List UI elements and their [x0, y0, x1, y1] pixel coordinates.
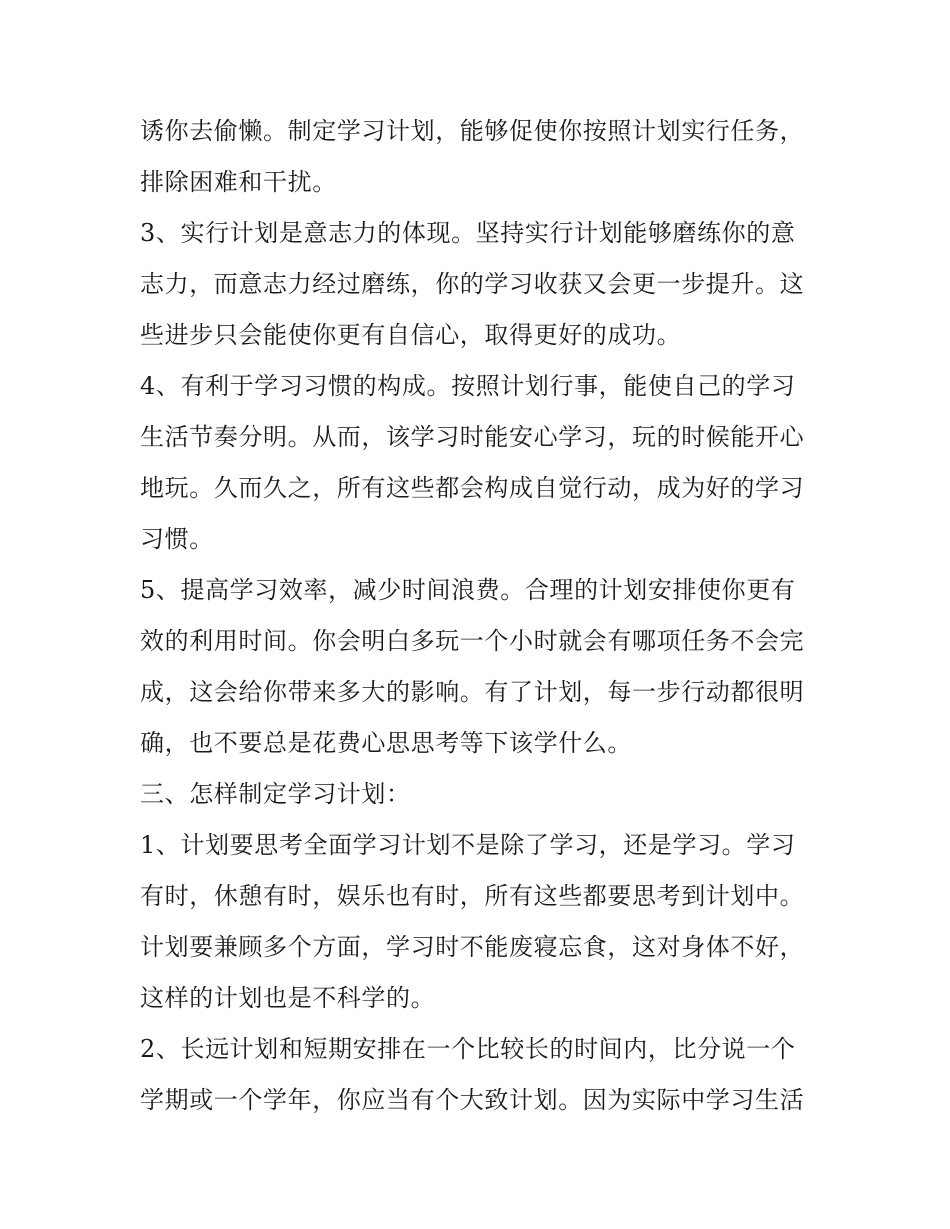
text-line: 志力，而意志力经过磨练，你的学习收获又会更一步提升。这 [140, 270, 805, 298]
text-line: 排除困难和干扰。 [140, 168, 337, 196]
text-line: 这样的计划也是不科学的。 [140, 984, 436, 1012]
text-line: 计划要兼顾多个方面，学习时不能废寝忘食，这对身体不好， [140, 933, 805, 961]
text-line: 成，这会给你带来多大的影响。有了计划，每一步行动都很明 [140, 678, 805, 706]
text-line: 确，也不要总是花费心思思考等下该学什么。 [140, 729, 632, 757]
text-line: 效的利用时间。你会明白多玩一个小时就会有哪项任务不会完 [140, 627, 805, 655]
text-line: 学期或一个学年，你应当有个大致计划。因为实际中学习生活 [140, 1086, 805, 1114]
text-line: 4、有利于学习习惯的构成。按照计划行事，能使自己的学习 [140, 372, 796, 400]
text-line: 有时，休憩有时，娱乐也有时，所有这些都要思考到计划中。 [140, 882, 805, 910]
text-line: 生活节奏分明。从而，该学习时能安心学习，玩的时候能开心 [140, 423, 805, 451]
text-line: 诱你去偷懒。制定学习计划，能够促使你按照计划实行任务， [140, 117, 805, 145]
text-line: 5、提高学习效率，减少时间浪费。合理的计划安排使你更有 [140, 576, 796, 604]
text-line: 习惯。 [140, 525, 214, 553]
text-line: 2、长远计划和短期安排在一个比较长的时间内，比分说一个 [140, 1035, 796, 1063]
text-line: 3、实行计划是意志力的体现。坚持实行计划能够磨练你的意 [140, 219, 796, 247]
section-heading: 三、怎样制定学习计划： [140, 780, 411, 808]
document-body [140, 106, 820, 1126]
text-line: 地玩。久而久之，所有这些都会构成自觉行动，成为好的学习 [140, 474, 805, 502]
text-line: 1、计划要思考全面学习计划不是除了学习，还是学习。学习 [140, 831, 796, 859]
text-line: 些进步只会能使你更有自信心，取得更好的成功。 [140, 321, 682, 349]
